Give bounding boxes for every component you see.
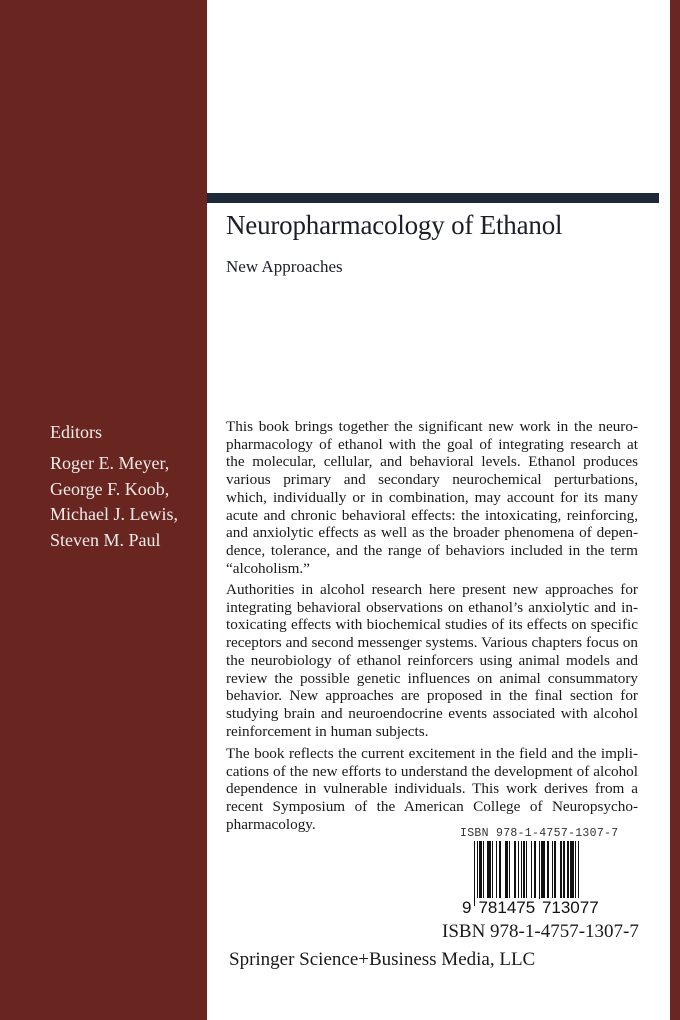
right-color-strip [670, 0, 680, 1020]
barcode-digits-left: 781475 [478, 898, 536, 917]
isbn-text: ISBN 978-1-4757-1307-7 [442, 921, 639, 942]
description-paragraph: Authorities in alcohol research here present new approaches for integrating behavioral observations on ethanol’s anxiolytic and intoxicating effects with biochemical studies of its effects on specific receptors and second messenger systems. Various chapters focus on the neurobiology of ethanol reinforcers using animal models and review the possible genetic influences on animal consummatory behavior. New approaches are proposed in the final section for studying brain and neuroendocrine events associated with alcohol reinforcement in human subjects. [226, 581, 638, 740]
barcode-digit-first: 9 [462, 898, 472, 917]
editor-name: Michael J. Lewis, [50, 504, 178, 524]
isbn-barcode-label: ISBN 978-1-4757-1307-7 [460, 827, 619, 840]
barcode-digits-right: 713077 [541, 898, 599, 917]
book-subtitle: New Approaches [226, 257, 343, 276]
description-paragraph: The book reflects the current excitement in the field and the implications of the new efforts to understand the development of alcohol dependence in vulnerable individuals. This work derives from a recent Symposium of the American College of Neuropsychopharmacology. [226, 745, 638, 833]
book-title: Neuropharmacology of Ethanol [226, 210, 563, 240]
title-rule-bar [207, 193, 659, 203]
barcode-digits [462, 898, 600, 918]
description-paragraph: This book brings together the significant new work in the neuropharmacology of ethanol with the goal of integrating research at the molecular, cellular, and behavioral levels. Ethanol produces various primary and secondary neurochemical perturbations, which, individually or in combination, may account for its many acute and chronic behavioral effects: the intoxicating, reinforcing, and anxiolytic effects as well as the broader phenomena of dependence, tolerance, and the range of behaviors included in the term “alcoholism.” [226, 418, 638, 577]
editor-name: Steven M. Paul [50, 529, 161, 550]
barcode-icon [474, 841, 611, 906]
editor-name: Roger E. Meyer, [50, 453, 170, 473]
editors-label: Editors [50, 422, 102, 442]
editors-block [50, 421, 178, 553]
editor-name: George F. Koob, [50, 478, 170, 499]
publisher-name: Springer Science+Business Media, LLC [229, 949, 536, 970]
